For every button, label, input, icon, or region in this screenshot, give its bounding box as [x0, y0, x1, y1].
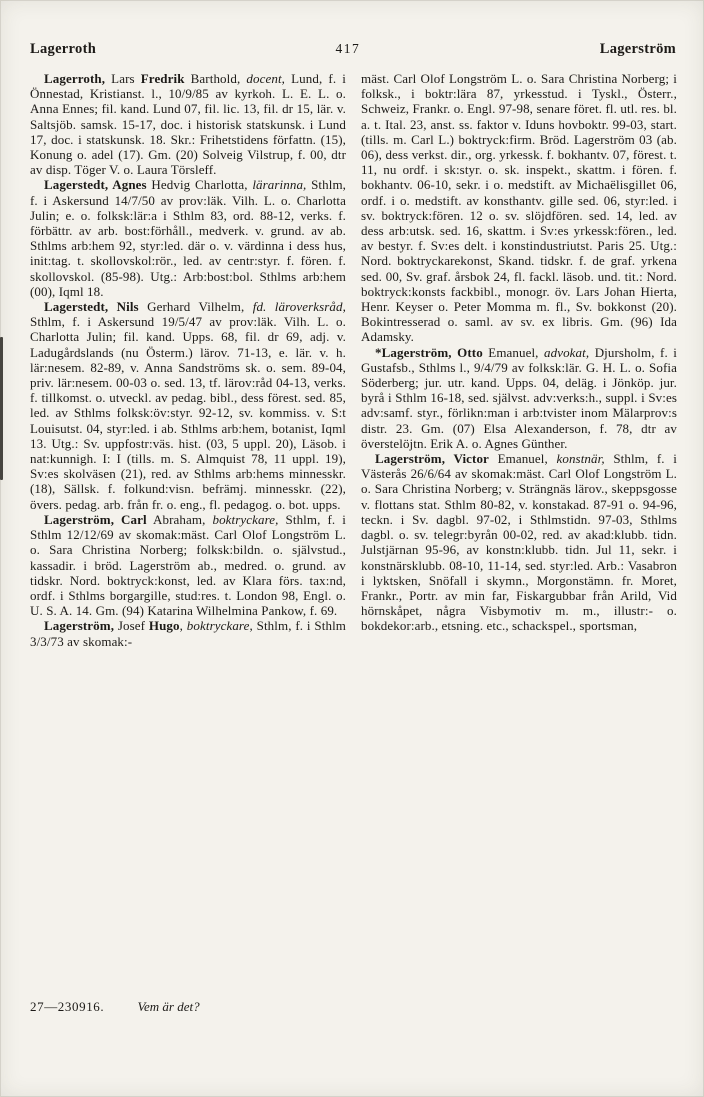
text-run: Sthlm, f. i Askersund 14/7/50 av prov:läk. Vilh. L. o. Charlotta Julin; e. o. folksk:lär:a i Sthlm 83, ord. 88-12, verks. f. förbättr. av arb. bost:förhåll., medverk. v. grund. av ab. Sthlms arb:hem 92, styr:led. där o. v. värdinna i dess hus, init:tag. t. skollovskol:rör., led. av centr:styr. f. fören. f. skollovskol. (85-98). Utg.: Arb:bost:bol. Sthlms arb:hem (00), Iqml 18.	[30, 177, 347, 299]
text-run: Josef	[114, 618, 149, 634]
text-run: Lagerström,	[44, 618, 115, 634]
text-run: ,	[179, 618, 187, 634]
text-run: Djursholm, f. i Gustafsb., Sthlms l., 9/4/79 av folksk:lär. G. H. L. o. Sofia Söderberg; jur. utr. kand. Upps. 04, deläg. i Jönköp. jur. byrå i Sthlm 16-18, sed. självst. adv:verks:h., suppl. i Sv:es adv:samf. styr., förlikn:man i arb:tvister inom Mälarprov:s distr. 23. Gm. (07) Elsa Alexanderson, f. 78, dtr av överstelöjtn. Erik A. o. Agnes Günther.	[361, 344, 677, 451]
text-run: Sthlm, f. i Sthlm 3/3/73 av skomak:-	[30, 618, 347, 649]
dictionary-entry	[361, 451, 677, 633]
text-run: Lund, f. i Önnestad, Kristianst. l., 10/9/85 av kyrkoh. L. E. L. o. Anna Ennes; fil. kand. Lund 07, fil. lic. 13, fil. dr 15, lär. v. Saltsjöb. samsk. 15-17, doc. i historisk statskunsk. i Lund 17, doc. i statskunsk. 18. Skr.: Frihetstidens författn. (15), Konung o. adel (17). Gm. (20) Solveig Vilstrup, f. 00, dtr av disp. Töger V. o. Laura Törsleff.	[30, 71, 346, 178]
dictionary-entry	[30, 512, 346, 618]
text-run: Emanuel,	[488, 451, 557, 467]
dictionary-entry	[30, 618, 346, 648]
text-run: Hugo	[148, 618, 180, 634]
text-run: fd. läroverksråd,	[252, 299, 346, 315]
dictionary-entry	[30, 177, 346, 299]
text-run: Emanuel,	[482, 344, 545, 360]
text-run: Lagerroth,	[44, 71, 106, 86]
text-run: mäst. Carl Olof Longström L. o. Sara Christina Norberg; i folksk., i boktr:lära 87, yrkesstud. i Tyskl., Österr., Schweiz, Frankr. o. Engl. 97-98, senare föret. fl. utl. res. bl. a. t. Ital. 23, anst. ss. faktor v. Iduns hovboktr. 99-03, start. (tills. m. Carl L.) boktryck:firm. Bröd. Lagerström 03 (ab. 06), dess verkst. dir., org. yrkessk. f. bokhantv. 07, förest. t. 11, nu ordf. i sk:styr. o. sk. inspekt., skattm. i fören. f. bokhantv. 06-10, sekr. i o. medstift. av Michaëlisgillet 06, ordf. i o. medstift. av konsthantv. gille sed. 06, styr:led. i sv. boktryck:fören. 12 o. sv. slöjdfören. sed. 14, led. av dess arb:utsk. sed. 16, skattm. i Sv:es yrkessk:fören., led. av bestyr. f. Sv:es delt. i konstindustriutst. Paris 25. Utg.: Nord. boktryckarekonst, Skand. tidskr. f. de graf. yrkena sed. 00, Sv. graf. årsbok 24, fl. fackl. läsob. und. tit.: Nord. boktryck:konsts fackbibl., monogr. öv. Lars Johan Hierta, Henr. Keyser o. Peter Momma m. fl., Sv. bokkonst (20). Bokintresserad o. saml. av sv. ex libris. Gm. (96) Ida Adamsky.	[361, 71, 677, 345]
text-column-right	[361, 71, 677, 649]
text-run: advokat,	[544, 344, 590, 360]
text-run: lärarinna,	[252, 177, 307, 193]
printer-signature: 27—230916.	[30, 999, 105, 1014]
text-run: Fredrik	[140, 71, 185, 86]
page-number: 417	[335, 41, 361, 56]
text-run: Sthlm, f. i Västerås 26/6/64 av skomak:mäst. Carl Olof Longström L. o. Sara Christina Norberg; v. Strängnäs lärov., skeppsgosse v. flottans stat. Sthlm 80-82, v. konstakad. 87-91 o. 94-96, teckn. i Sv. dagbl. 97-02, i Sthlmstidn. 97-03, Sthlms dagbl. o. sv. telegr:byrån 00-02, red. av akad:klubb. tidn. Julstjärnan 95-96, av konstn:klubb. tidn. Jul 11, sekr. i konstnärsklubb. 08-10, 11-14, sed. styr:led. Arb.: Vasabron i lyktsken, Snöfall i skymn., Morgonstämn. fr. Moret, Frankr., Portr. av min far, Fiskargubbar från Arild, Vid hörnskåpet, några Visbymotiv m. m., illustr:- o. bokdekor:arb., etsning. etc., schackspel., sportsman,	[361, 451, 677, 634]
text-run: Lagerström, Carl	[44, 511, 147, 527]
dictionary-entry	[361, 71, 677, 345]
header-keyword-right: Lagerström	[599, 41, 676, 57]
text-run: konstnär,	[556, 451, 605, 467]
running-header	[30, 41, 676, 58]
text-run: *Lagerström, Otto	[375, 344, 483, 360]
text-run: Lagerström, Victor	[375, 451, 489, 467]
text-run: Gerhard Vilhelm,	[138, 299, 253, 315]
text-columns	[30, 71, 677, 649]
text-run: docent,	[246, 71, 286, 86]
text-run: Hedvig Charlotta,	[146, 177, 253, 193]
dictionary-entry	[30, 71, 346, 177]
dictionary-entry	[30, 299, 346, 512]
text-run: Barthold,	[184, 71, 247, 86]
text-run: boktryckare,	[212, 511, 279, 527]
book-title: Vem är det?	[137, 999, 200, 1014]
text-run: Sthlm, f. i Askersund 19/5/47 av prov:läk. Vilh. L. o. Charlotta Julin; fil. kand. Upps. 68, fil. dr 69, adj. v. Ladugårdslands (nu Österm.) lärov. 71-13, e. lär. v. h. lär:nesem. 82-89, v. Anna Sandströms sk. o. sem. 89-04, priv. lär:nesem. 00-03 o. sed. 13, tf. lärov:råd 04-13, verks. f. tillkomst. o. utveckl. av pedag. bibl., dess förest. sed. 85, led. av Sthlms folksk:öv:styr. 92-12, sv. kommiss. v. S:t Louisutst. 04, styr:led. i ab. Sthlms arb:hem, botanist, Iqml 13. Utg.: Sv. uppfostr:väs. hist. (03, 5 uppl. 20), Läsob. i nat:kunnigh. I: I (tills. m. S. Almquist 78, 11 uppl. 19), Sv:es skolväsen (21), red. av Sthlms arb:hems minnesskr. (18), Sällsk. f. folkund:visn. befrämj. minnesskr. (22), övers. pedag. arb. från fr. o. eng., fl. pedagog. o. bot. upps.	[30, 314, 346, 512]
text-column-left	[30, 71, 346, 649]
text-run: Sthlm, f. i Sthlm 12/12/69 av skomak:mäst. Carl Olof Longström L. o. Sara Christina Norberg; folksk:bildn. o. självstud., kassadir. i bröd. Lagerström ab., medred. o. grund. av tidskr. Nord. boktryck:konst, led. av Klara förs. tax:nd, ordf. i Sthlms borgargille, stud:res. t. London 98, Engl. o. U. S. A. 14. Gm. (94) Katarina Wilhelmina Pankow, f. 69.	[30, 511, 346, 619]
header-keyword-left: Lagerroth	[30, 41, 97, 57]
scan-artifact-line	[0, 337, 3, 480]
page-footer	[30, 999, 200, 1015]
text-run: Lagerstedt, Nils	[44, 299, 139, 315]
text-run: Lagerstedt, Agnes	[44, 177, 147, 193]
text-run: Abraham,	[146, 511, 213, 527]
dictionary-entry	[361, 345, 677, 451]
text-run: Lars	[105, 71, 141, 86]
text-run: boktryckare,	[186, 618, 253, 634]
